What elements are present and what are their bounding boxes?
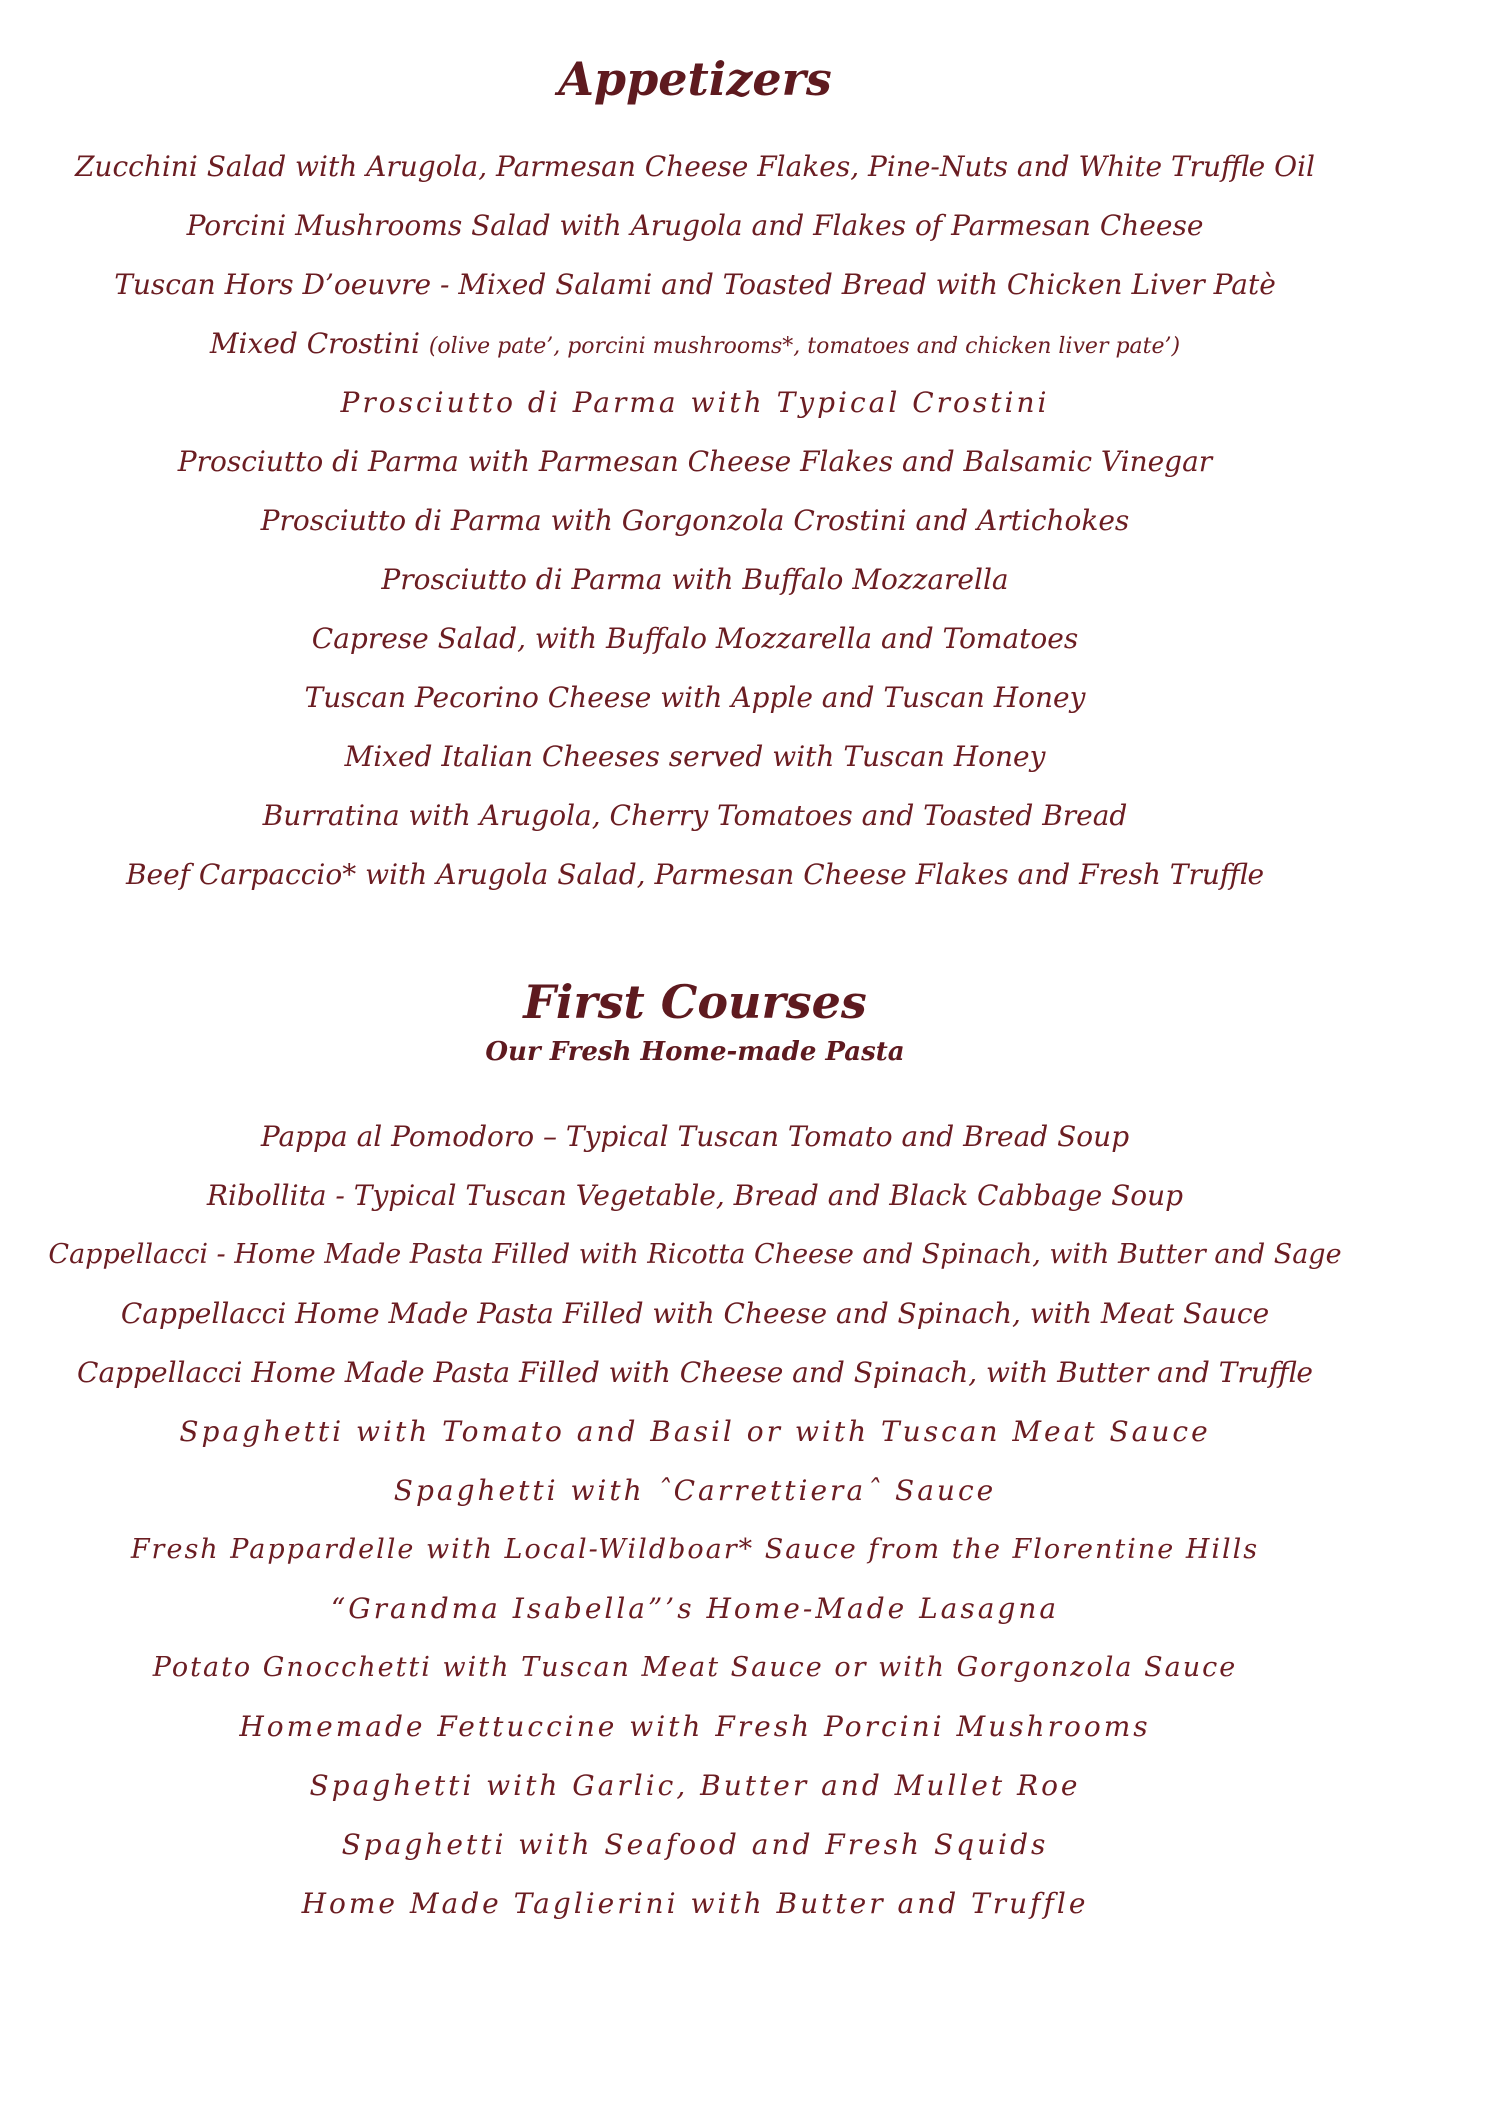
appetizer-item: Prosciutto di Parma with Parmesan Cheese Flakes and Balsamic Vinegar	[177, 445, 1213, 478]
appetizer-item: Tuscan Hors D’oeuvre - Mixed Salami and Toasted Bread with Chicken Liver Patè	[114, 268, 1276, 301]
appetizer-item: Mixed Italian Cheeses served with Tuscan Honey	[344, 740, 1046, 773]
appetizer-item: Prosciutto di Parma with Gorgonzola Crostini and Artichokes	[260, 504, 1130, 537]
first-course-item: Pappa al Pomodoro – Typical Tuscan Tomato and Bread Soup	[260, 1120, 1130, 1153]
first-course-item: Ribollita - Typical Tuscan Vegetable, Bread and Black Cabbage Soup	[206, 1179, 1184, 1212]
first-courses-title: First Courses	[523, 975, 867, 1029]
appetizer-item-crostini	[0, 327, 1390, 364]
first-course-item: Home Made Taglierini with Butter and Truffle	[301, 1887, 1089, 1920]
appetizers-title: Appetizers	[558, 52, 832, 106]
first-course-item: “Grandma Isabella”’s Home-Made Lasagna	[330, 1592, 1060, 1625]
first-course-item: Cappellacci Home Made Pasta Filled with Cheese and Spinach, with Meat Sauce	[120, 1297, 1270, 1330]
appetizer-item-note: (olive pate’, porcini mushrooms*, tomatoes and chicken liver pate’)	[428, 334, 1181, 359]
first-course-item: Spaghetti with ˆCarrettieraˆ Sauce	[393, 1474, 997, 1507]
appetizer-item: Zucchini Salad with Arugola, Parmesan Cheese Flakes, Pine-Nuts and White Truffle Oil	[74, 150, 1316, 183]
appetizer-item: Caprese Salad, with Buffalo Mozzarella and Tomatoes	[311, 622, 1079, 655]
first-course-item: Cappellacci Home Made Pasta Filled with Cheese and Spinach, with Butter and Truffle	[77, 1356, 1313, 1389]
first-course-item: Potato Gnocchetti with Tuscan Meat Sauce or with Gorgonzola Sauce	[152, 1652, 1238, 1683]
first-course-item: Cappellacci - Home Made Pasta Filled with Ricotta Cheese and Spinach, with Butter and Sage	[48, 1239, 1342, 1270]
appetizer-item: Burratina with Arugola, Cherry Tomatoes and Toasted Bread	[262, 799, 1128, 832]
appetizer-item: Prosciutto di Parma with Typical Crostini	[340, 386, 1050, 419]
appetizer-item: Tuscan Pecorino Cheese with Apple and Tuscan Honey	[304, 681, 1086, 714]
first-course-item: Spaghetti with Garlic, Butter and Mullet Roe	[309, 1769, 1081, 1802]
first-course-item: Spaghetti with Tomato and Basil or with Tuscan Meat Sauce	[179, 1415, 1211, 1448]
appetizer-item: Prosciutto di Parma with Buffalo Mozzarella	[381, 563, 1009, 596]
first-course-item: Fresh Pappardelle with Local-Wildboar* Sauce from the Florentine Hills	[130, 1534, 1260, 1565]
first-courses-subtitle: Our Fresh Home-made Pasta	[485, 1037, 905, 1067]
appetizer-item: Porcini Mushrooms Salad with Arugola and Flakes of Parmesan Cheese	[186, 209, 1204, 242]
first-course-item: Spaghetti with Seafood and Fresh Squids	[341, 1828, 1049, 1861]
first-course-item: Homemade Fettuccine with Fresh Porcini Mushrooms	[239, 1710, 1151, 1743]
appetizer-item: Beef Carpaccio* with Arugola Salad, Parmesan Cheese Flakes and Fresh Truffle	[125, 858, 1265, 891]
appetizer-item-label: Mixed Crostini	[209, 327, 420, 360]
